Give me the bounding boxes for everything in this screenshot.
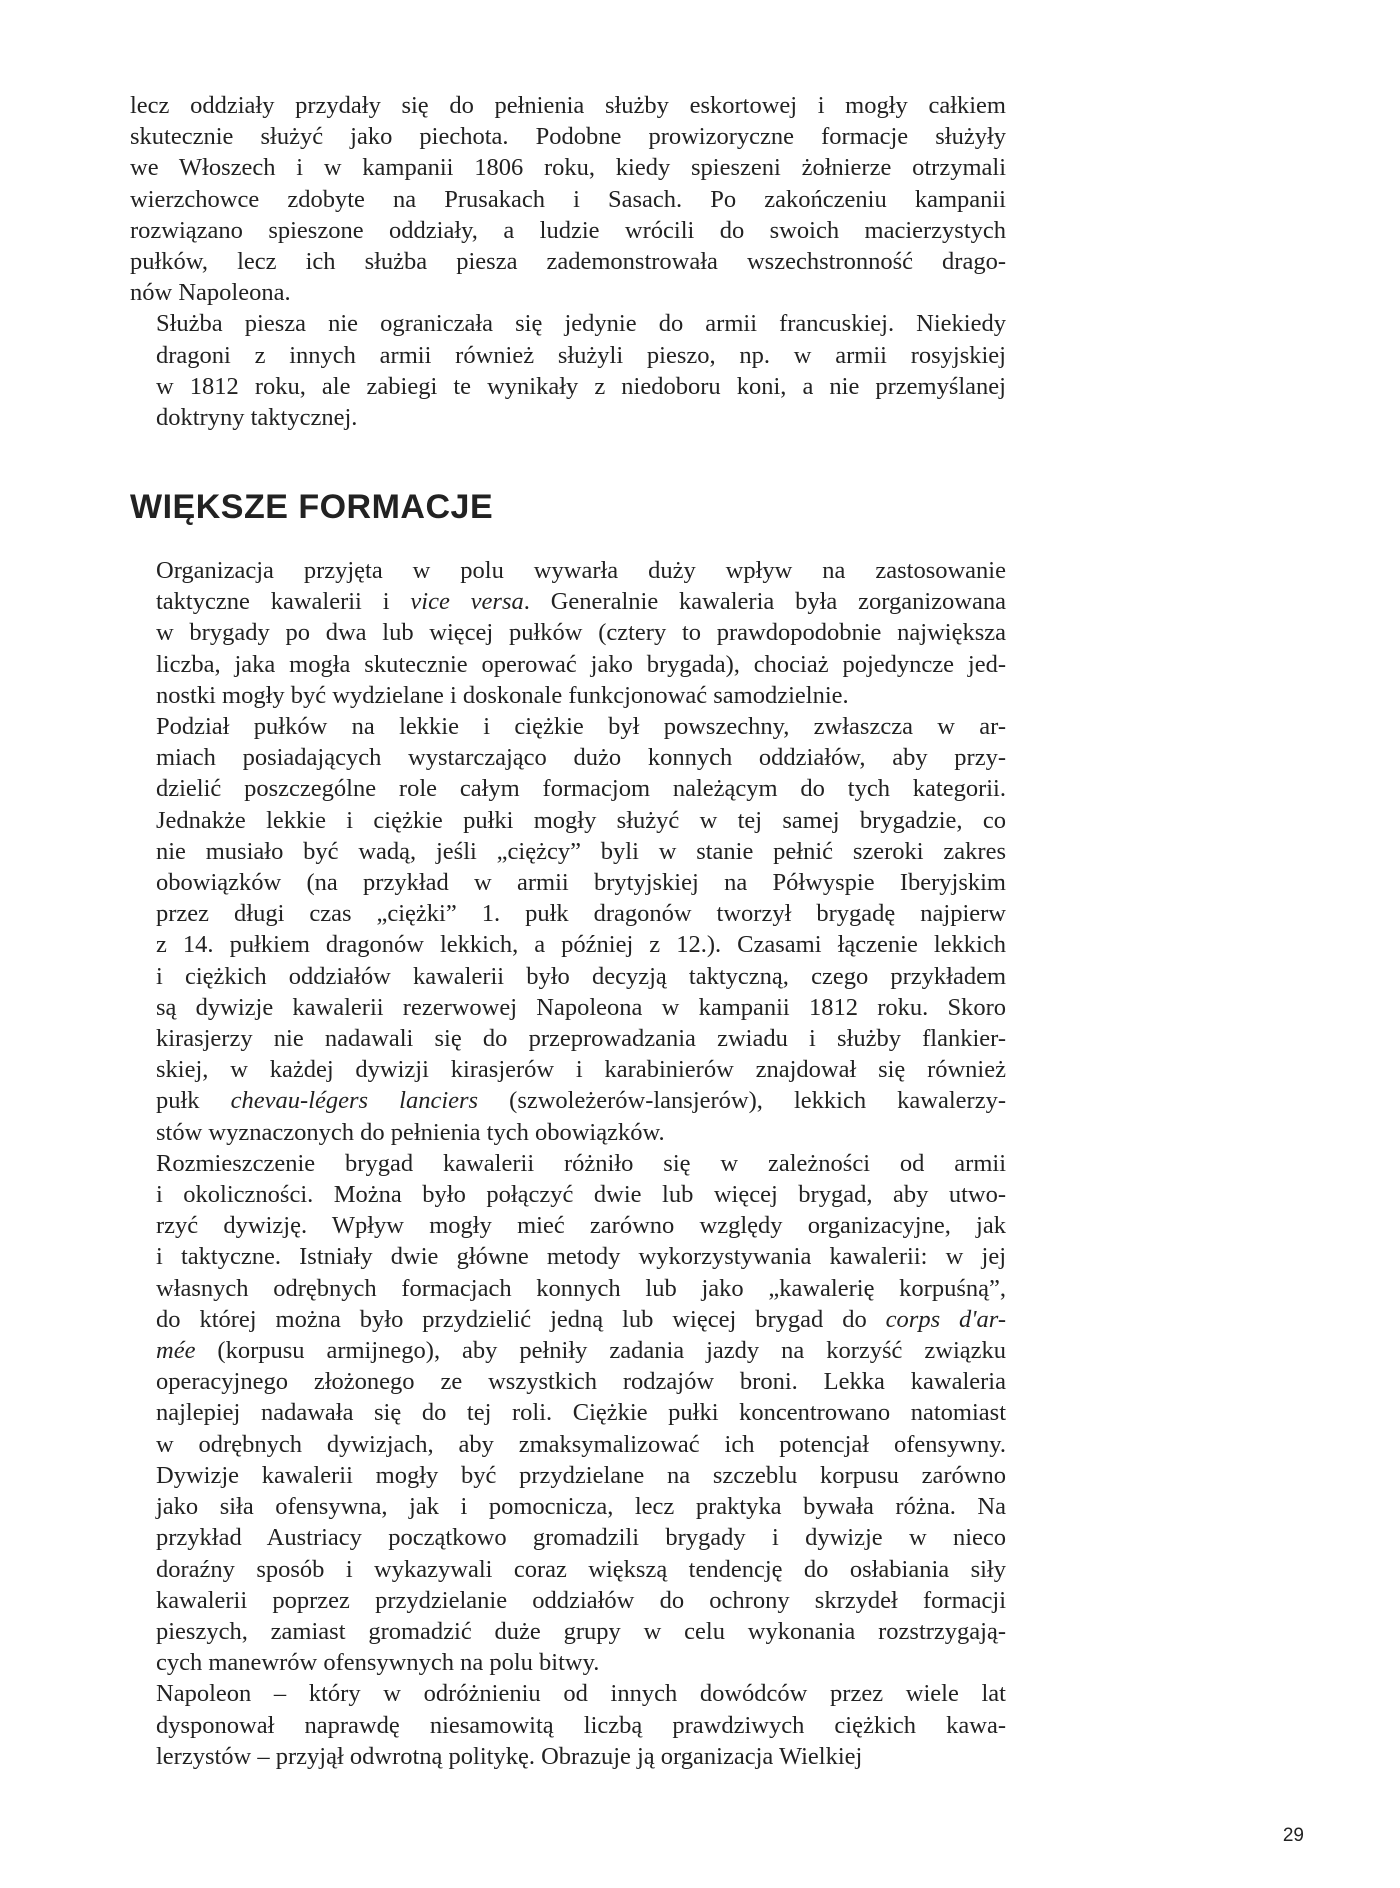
- text-line: lerzystów – przyjął odwrotną politykę. Obrazuje ją organizacja Wielkiej: [156, 1742, 863, 1770]
- text-line: w odrębnych dywizjach, aby zmaksymalizować ich potencjał ofensywny.: [156, 1430, 1006, 1458]
- text-line: przykład Austriacy początkowo gromadzili brygady i dywizje w nieco: [156, 1524, 1006, 1552]
- text-line: dragoni z innych armii również służyli pieszo, np. w armii rosyjskiej: [156, 341, 1006, 369]
- text-line: i okoliczności. Można było połączyć dwie lub więcej brygad, aby utwo-: [156, 1181, 1006, 1209]
- section-heading: WIĘKSZE FORMACJE: [130, 488, 494, 526]
- paragraph-organization: [130, 555, 1006, 711]
- text-line: przez długi czas „ciężki” 1. pułk dragonów tworzył brygadę najpierw: [156, 900, 1006, 928]
- section-text-block: [130, 555, 1006, 1772]
- text-line: dysponował naprawdę niesamowitą liczbą prawdziwych ciężkich kawa-: [156, 1711, 1006, 1739]
- text-line: obowiązków (na przykład w armii brytyjskiej na Półwyspie Iberyjskim: [156, 869, 1006, 897]
- text-line: w 1812 roku, ale zabiegi te wynikały z niedoboru koni, a nie przemyślanej: [156, 372, 1006, 400]
- text-line: Jednakże lekkie i ciężkie pułki mogły służyć w tej samej brygadzie, co: [156, 806, 1006, 834]
- text-line: najlepiej nadawała się do tej roli. Ciężkie pułki koncentrowano natomiast: [156, 1399, 1006, 1427]
- text-line: są dywizje kawalerii rezerwowej Napoleona w kampanii 1812 roku. Skoro: [156, 993, 1006, 1021]
- top-text-block: [130, 90, 1006, 433]
- text-line: wierzchowce zdobyte na Prusakach i Sasach. Po zakończeniu kampanii: [130, 185, 1006, 213]
- text-line: jako siła ofensywna, jak i pomocnicza, lecz praktyka bywała różna. Na: [156, 1493, 1006, 1521]
- text-line: Organizacja przyjęta w polu wywarła duży wpływ na zastosowanie: [156, 557, 1006, 584]
- paragraph-brigade-deployment: [130, 1148, 1006, 1678]
- text-line: do której można było przydzielić jedną lub więcej brygad do corps d'ar-: [156, 1305, 1006, 1333]
- text-line: nów Napoleona.: [130, 279, 291, 307]
- paragraph-napoleon: [130, 1678, 1006, 1772]
- paragraph-light-heavy: [130, 711, 1006, 1148]
- text-line: liczba, jaka mogła skutecznie operować jako brygada), chociaż pojedyncze jed-: [156, 650, 1006, 678]
- text-line: kawalerii poprzez przydzielanie oddziałów do ochrony skrzydeł formacji: [156, 1586, 1006, 1614]
- text-line: taktyczne kawalerii i vice versa. Generalnie kawaleria była zorganizowana: [156, 588, 1006, 616]
- text-line: pułków, lecz ich służba piesza zademonstrowała wszechstronność drago-: [130, 248, 1006, 276]
- text-line: rozwiązano spieszone oddziały, a ludzie wrócili do swoich macierzystych: [130, 216, 1006, 244]
- paragraph-foot-service: [130, 308, 1006, 433]
- text-line: Podział pułków na lekkie i ciężkie był powszechny, zwłaszcza w ar-: [156, 713, 1006, 741]
- text-line: Rozmieszczenie brygad kawalerii różniło się w zależności od armii: [156, 1149, 1006, 1177]
- text-line: dzielić poszczególne role całym formacjom należącym do tych kategorii.: [156, 775, 1006, 803]
- text-line: doraźny sposób i wykazywali coraz większą tendencję do osłabiania siły: [156, 1555, 1006, 1583]
- text-line: w brygady po dwa lub więcej pułków (cztery to prawdopodobnie największa: [156, 619, 1006, 647]
- text-line: doktryny taktycznej.: [156, 404, 358, 432]
- text-line: skiej, w każdej dywizji kirasjerów i karabinierów znajdował się również: [156, 1056, 1006, 1084]
- text-line: Służba piesza nie ograniczała się jedynie do armii francuskiej. Niekiedy: [156, 310, 1006, 338]
- text-line: i ciężkich oddziałów kawalerii było decyzją taktyczną, czego przykładem: [156, 962, 1006, 990]
- text-line: nie musiało być wadą, jeśli „ciężcy” byli w stanie pełnić szeroki zakres: [156, 837, 1006, 865]
- text-line: i taktyczne. Istniały dwie główne metody wykorzystywania kawalerii: w jej: [156, 1243, 1006, 1271]
- text-line: operacyjnego złożonego ze wszystkich rodzajów broni. Lekka kawaleria: [156, 1368, 1006, 1396]
- text-line: Napoleon – który w odróżnieniu od innych dowódców przez wiele lat: [156, 1680, 1006, 1708]
- text-line: we Włoszech i w kampanii 1806 roku, kiedy spieszeni żołnierze otrzymali: [130, 154, 1006, 182]
- text-line: cych manewrów ofensywnych na polu bitwy.: [156, 1649, 600, 1677]
- text-line: Dywizje kawalerii mogły być przydzielane na szczeblu korpusu zarówno: [156, 1461, 1006, 1489]
- text-line: nostki mogły być wydzielane i doskonale funkcjonować samodzielnie.: [156, 681, 849, 709]
- text-line: skutecznie służyć jako piechota. Podobne prowizoryczne formacje służyły: [130, 123, 1006, 151]
- text-line: stów wyznaczonych do pełnienia tych obowiązków.: [156, 1118, 665, 1146]
- text-line: z 14. pułkiem dragonów lekkich, a później z 12.). Czasami łączenie lekkich: [156, 931, 1006, 959]
- text-line: własnych odrębnych formacjach konnych lub jako „kawalerię korpuśną”,: [156, 1274, 1006, 1302]
- page-number: 29: [1282, 1825, 1304, 1846]
- text-line: kirasjerzy nie nadawali się do przeprowadzania zwiadu i służby flankier-: [156, 1025, 1006, 1053]
- text-line: rzyć dywizję. Wpływ mogły mieć zarówno względy organizacyjne, jak: [156, 1212, 1006, 1240]
- paragraph-dragoons-escort: [130, 90, 1006, 308]
- text-line: miach posiadających wystarczająco dużo konnych oddziałów, aby przy-: [156, 744, 1006, 772]
- text-line: mée (korpusu armijnego), aby pełniły zadania jazdy na korzyść związku: [156, 1337, 1006, 1365]
- text-line: pułk chevau-légers lanciers (szwoleżerów-lansjerów), lekkich kawalerzy-: [156, 1087, 1006, 1115]
- text-line: pieszych, zamiast gromadzić duże grupy w celu wykonania rozstrzygają-: [156, 1617, 1006, 1645]
- text-line: lecz oddziały przydały się do pełnienia służby eskortowej i mogły całkiem: [130, 92, 1006, 119]
